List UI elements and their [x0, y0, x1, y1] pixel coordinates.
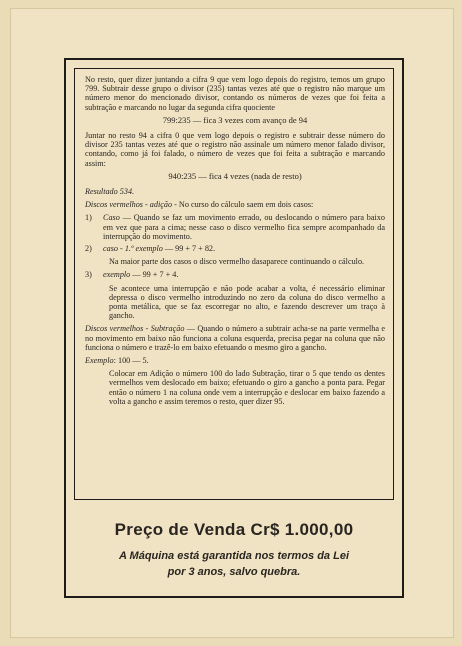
red-discs-addition-label: Discos vermelhos - adição: [85, 200, 173, 210]
item-text: [103, 244, 385, 253]
item-text: [103, 270, 385, 279]
list-item: [85, 213, 385, 241]
list-item: [85, 244, 385, 253]
instructions-box: [74, 68, 394, 500]
outer-frame: [64, 58, 404, 598]
example-label: Exemplo: [85, 356, 114, 366]
item-label: Caso: [103, 213, 120, 223]
result-line: Resultado 534.: [85, 187, 135, 197]
list-item: [85, 270, 385, 279]
calculation-2: 940:235 — fica 4 vezes (nada de resto): [168, 170, 302, 181]
item-body: — Quando se faz um movimento errado, ou deslocando o número para baixo em vez que para a cima; nesse caso o disco vermelho fica sempre acompanhado da interrupção do movimento.: [103, 213, 385, 241]
calculation-1: 799:235 — fica 3 vezes com avanço de 94: [162, 114, 308, 125]
warranty-line-1: A Máquina está garantida nos termos da Lei: [118, 550, 350, 562]
example-note: Colocar em Adição o número 100 do lado Subtração, tirar o 5 que tendo os dentes vermelhos vem deslocado em baixo; efetuando o giro a gancho a ponta para. Pegar então o número 1 na coluna onde vem a interrupção e deslocar em baixo fazendo a volta a gancho e assim teremos o resto, quer dizer 95.: [109, 369, 385, 406]
red-discs-addition-text: - No curso do cálculo saem em dois casos:: [172, 200, 314, 210]
warranty-line-2: por 3 anos, salvo quebra.: [167, 566, 301, 578]
item-number: 2): [85, 244, 92, 254]
example-line: [85, 356, 385, 365]
document-page: [10, 8, 454, 638]
item-note: Na maior parte dos casos o disco vermelho dasaparece continuando o cálculo.: [109, 257, 365, 267]
red-discs-subtraction-label: Discos vermelhos - Subtração: [85, 324, 185, 334]
item-label: caso - 1.º exemplo: [103, 244, 163, 254]
paragraph-1: No resto, quer dizer juntando a cifra 9 que vem logo depois do registro, temos um grupo 799. Subtrair desse grupo o divisor (235) tantas vezes até que o registro não marque um número menor do mencionado divisor, contando os números de vezes que foi feita a subtração e marcando no lugar da segunda cifra quociente: [85, 75, 385, 112]
item-number: 1): [85, 213, 92, 223]
item-body: — 99 + 7 + 4.: [130, 270, 179, 280]
item-text: [103, 213, 385, 241]
price-section: [66, 510, 402, 596]
sale-price: Preço de Venda Cr$ 1.000,00: [114, 520, 354, 539]
item-number: 3): [85, 270, 92, 280]
red-discs-subtraction: [85, 324, 385, 352]
red-discs-addition-heading: [85, 200, 385, 209]
item-note: Se acontece uma interrupção e não pode acabar a volta, é necessário eliminar depressa o disco vermelho introduzindo no zero da coluna do disco vermelho a ponta metálica, que se faz escorregar no alto, e fazendo descrever um traço à gancho.: [109, 283, 385, 321]
item-body: — 99 + 7 + 82.: [162, 244, 216, 254]
example-text: : 100 — 5.: [113, 356, 149, 366]
item-label: exemplo: [103, 270, 131, 280]
warranty-notice: [66, 548, 402, 580]
paragraph-2: Juntar no resto 94 a cifra 0 que vem logo depois o registro e subtrair desse número do divisor 235 tantas vezes até que o registro não assinale um número menor falado divisor, contando, como já foi falado, o número de vezes que foi feita a subtração e marcando assim:: [85, 131, 385, 168]
red-discs-subtraction-text: — Quando o número a subtrair acha-se na parte vermelha e no movimento em baixo não funciona a coluna esquerda, precisa pegar na coluna que não funciona o número e trazê-lo em baixo efetuando o mesmo giro a gancho.: [85, 324, 385, 352]
